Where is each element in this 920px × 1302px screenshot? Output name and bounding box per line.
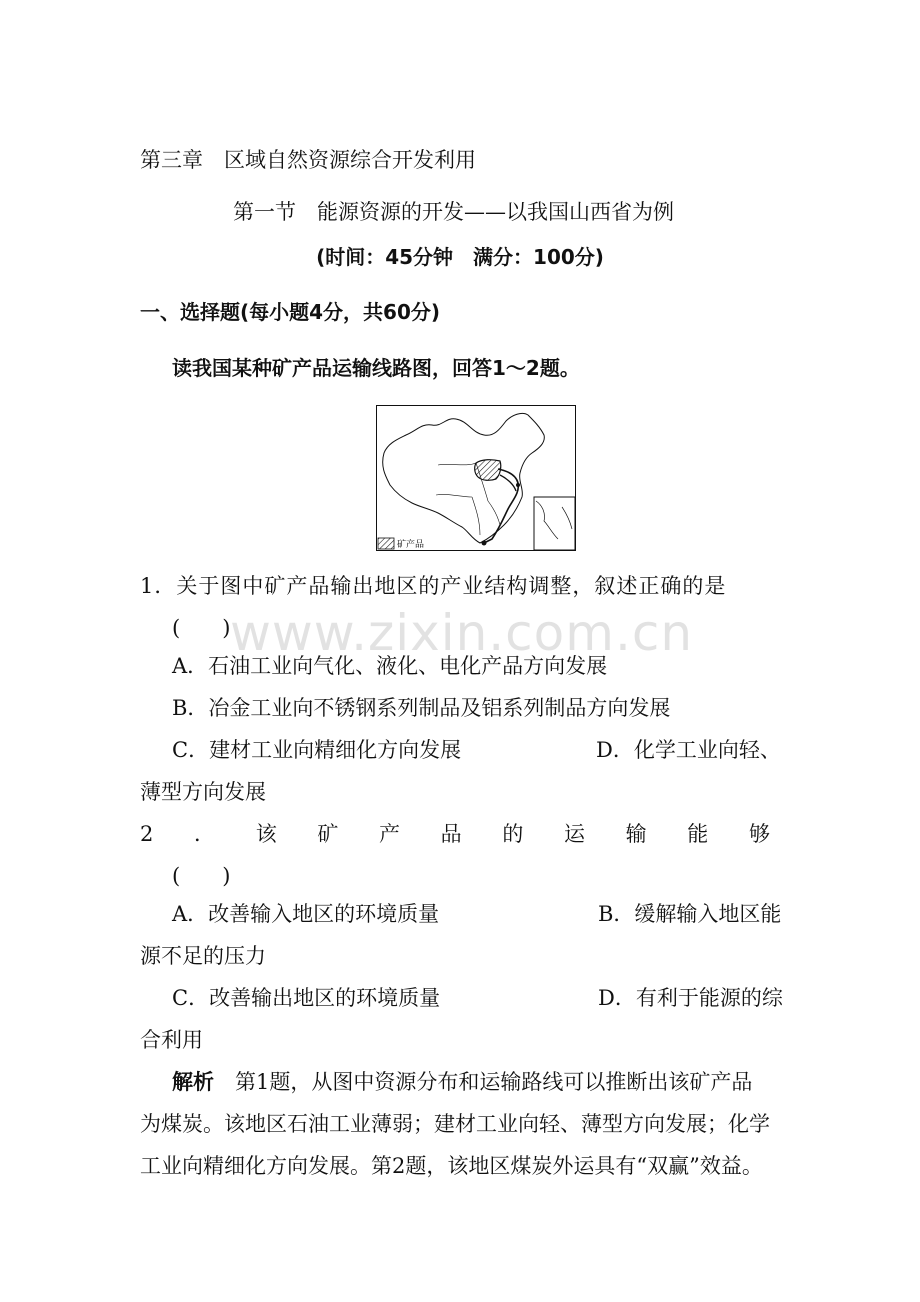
q1-option-b: B．冶金工业向不锈钢系列制品及铝系列制品方向发展 xyxy=(172,696,671,720)
part-heading: 一、选择题(每小题4分，共60分) xyxy=(140,300,441,324)
q2-option-c: C．改善输出地区的环境质量 xyxy=(172,986,441,1010)
q2-stem-char: 够 xyxy=(748,822,770,846)
port-dot xyxy=(482,541,487,546)
china-map-svg xyxy=(376,405,576,551)
watermark: www.zixin.com.cn xyxy=(230,604,694,662)
chapter-title: 第三章 区域自然资源综合开发利用 xyxy=(140,148,476,172)
q2-stem-char: ． xyxy=(194,822,216,846)
q1-option-d: D．化学工业向轻、 xyxy=(596,738,781,762)
analysis-line-2: 为煤炭。该地区石油工业薄弱；建材工业向轻、薄型方向发展；化学 xyxy=(140,1112,770,1136)
section-title: 第一节 能源资源的开发——以我国山西省为例 xyxy=(233,200,674,224)
analysis-line-3: 工业向精细化方向发展。第2题，该地区煤炭外运具有“双赢”效益。 xyxy=(140,1154,763,1178)
q2-stem-char: 产 xyxy=(379,822,400,846)
q1-option-d-cont: 薄型方向发展 xyxy=(140,780,266,804)
q2-stem-char: 输 xyxy=(625,822,647,846)
q2-stem-char: 运 xyxy=(563,822,585,846)
q1-answer-paren: ( ) xyxy=(172,616,231,640)
q2-option-a: A．改善输入地区的环境质量 xyxy=(172,902,440,926)
q1-option-c: C．建材工业向精细化方向发展 xyxy=(172,738,462,762)
q2-option-d: D．有利于能源的综 xyxy=(598,986,783,1010)
q2-stem-char: 的 xyxy=(502,822,524,846)
q2-stem-char: 2 xyxy=(140,822,154,846)
time-info: (时间：45分钟 满分：100分) xyxy=(316,245,604,269)
analysis-line-1 xyxy=(172,1068,752,1096)
q2-stem-char: 矿 xyxy=(317,822,339,846)
q2-stem xyxy=(140,820,770,848)
q2-option-b: B．缓解输入地区能 xyxy=(598,902,782,926)
q2-answer-paren: ( ) xyxy=(172,864,231,888)
intro-text: 读我国某种矿产品运输线路图，回答1～2题。 xyxy=(172,356,580,380)
shanxi-mineral-region xyxy=(475,460,501,481)
analysis-label: 解析 xyxy=(172,1070,214,1094)
legend-swatch xyxy=(378,538,394,549)
q2-option-b-cont: 源不足的压力 xyxy=(140,944,266,968)
mineral-transport-map xyxy=(376,405,576,551)
q1-option-a: A．石油工业向气化、液化、电化产品方向发展 xyxy=(172,654,608,678)
port-dot xyxy=(516,483,520,487)
analysis-text: 第1题，从图中资源分布和运输路线可以推断出该矿产品 xyxy=(235,1070,753,1094)
q2-stem-char: 能 xyxy=(687,822,709,846)
q1-stem: 1．关于图中矿产品输出地区的产业结构调整，叙述正确的是 xyxy=(140,574,727,598)
q2-stem-char: 该 xyxy=(255,822,277,846)
legend-label: 矿产品 xyxy=(397,540,425,550)
q2-option-d-cont: 合利用 xyxy=(140,1028,203,1052)
q2-stem-char: 品 xyxy=(440,822,462,846)
